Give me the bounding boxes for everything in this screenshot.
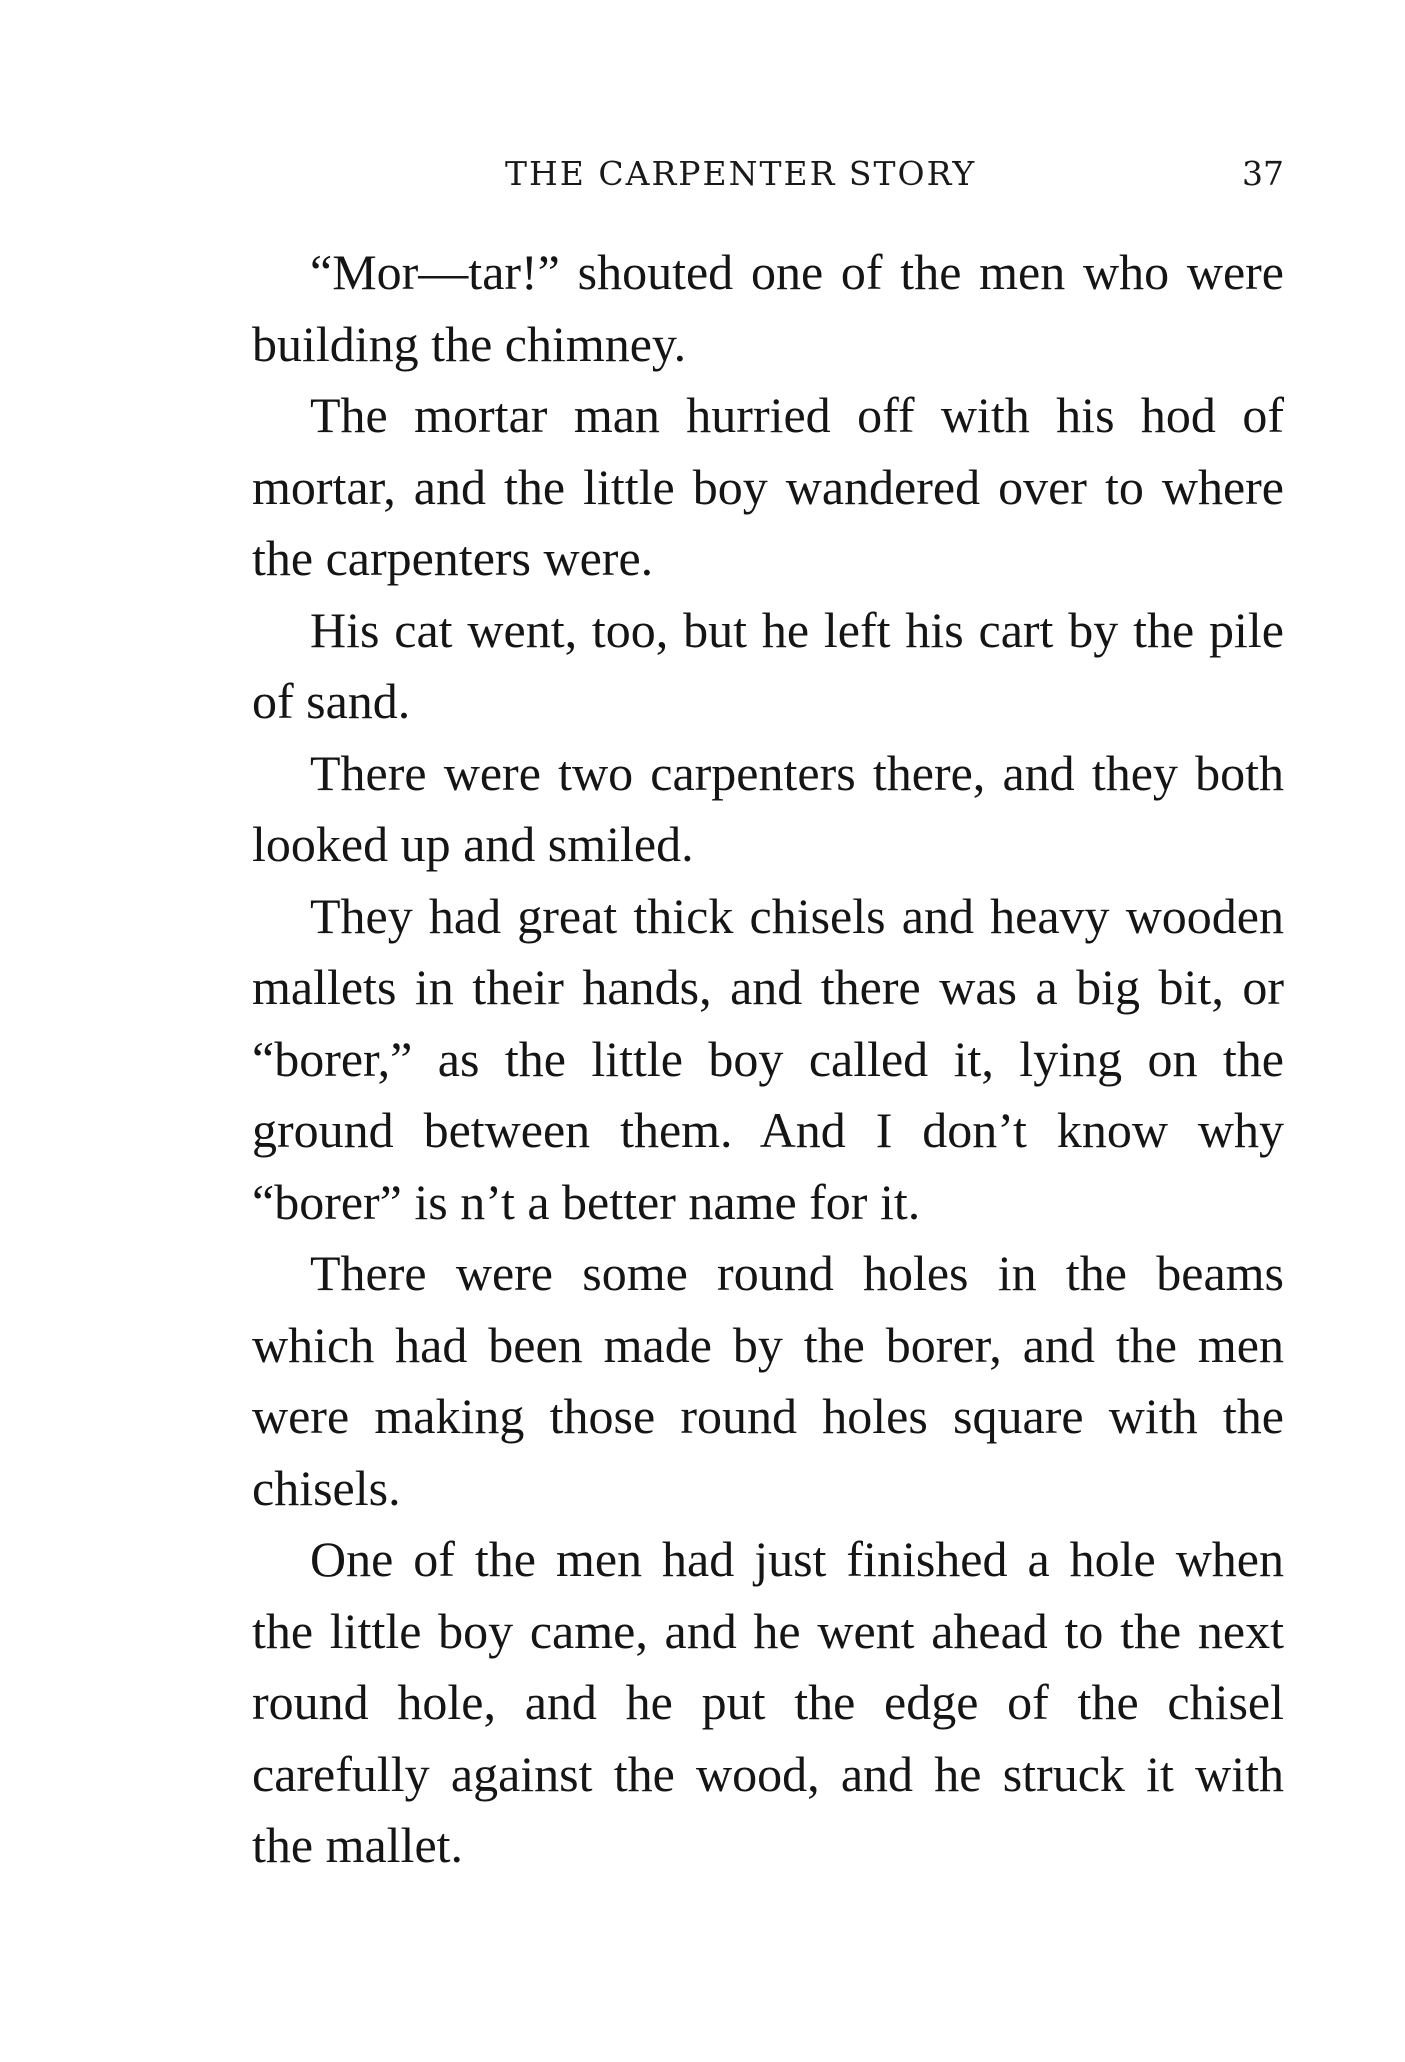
paragraph-2: The mortar man hurried off with his hod of mortar, and the little boy wandered over to where the carpenters were. (252, 387, 1284, 586)
paragraph-7: One of the men had just finished a hole when the little boy came, and he went ahead to the next round hole, and he put the edge of the chisel carefully against the wood, and he struck it with the mallet. (252, 1531, 1284, 1873)
body-text (252, 237, 1284, 1882)
page-number: 37 (1242, 154, 1284, 193)
paragraph-5: They had great thick chisels and heavy wooden mallets in their hands, and there was a big bit, or “borer,” as the little boy called it, lying on the ground between them. And I don’t know why “borer” is n’t a better name for it. (252, 887, 1284, 1230)
paragraph-3: His cat went, too, but he left his cart by the pile of sand. (252, 601, 1284, 729)
running-head: THE CARPENTER STORY (505, 154, 977, 193)
paragraph-1: “Mor—tar!” shouted one of the men who were building the chimney. (252, 244, 1284, 372)
paragraph-6: There were some round holes in the beams which had been made by the borer, and the men were making those round holes square with the chisels. (252, 1245, 1284, 1516)
paragraph-4: There were two carpenters there, and they both looked up and smiled. (252, 744, 1284, 872)
page-header (252, 150, 1284, 200)
